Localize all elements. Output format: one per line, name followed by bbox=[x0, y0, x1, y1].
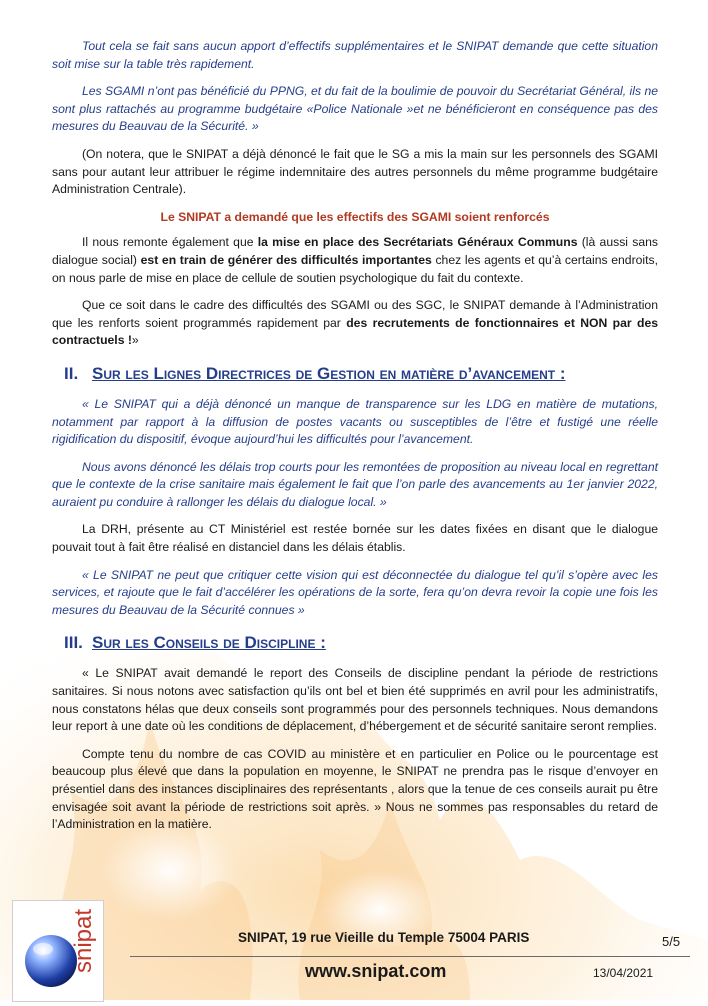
paragraph bbox=[52, 297, 658, 350]
page-number: 5/5 bbox=[662, 934, 681, 949]
text-run: chez les agents et qu’à certains endroits, on nous parle de mise en place de cellule de soutien psychologique du fait du contexte. bbox=[52, 252, 658, 285]
paragraph: « Le SNIPAT qui a déjà dénoncé un manque de transparence sur les LDG en matière de mutations, notamment par rapport à la diffusion de postes vacants ou susceptibles de l’être et fustigé une réelle rigidification du dispositif, évoque aujourd’hui les difficultés pour l’avancement. bbox=[52, 396, 658, 447]
logo-text: snipat bbox=[70, 908, 97, 973]
paragraph: Les SGAMI n’ont pas bénéficié du PPNG, et du fait de la boulimie de pouvoir du Secrétariat Général, ils ne sont plus rattachés au programme budgétaire «Police Nationale »et ne bénéficieront en conséquence pas des mesures du Beauvau de la Sécurité. » bbox=[52, 84, 658, 134]
snipat-logo bbox=[12, 900, 104, 1002]
section-number: III. bbox=[64, 633, 83, 653]
footer-divider bbox=[130, 956, 690, 957]
paragraph: (On notera, que le SNIPAT a déjà dénoncé le fait que le SG a mis la main sur les personnels des SGAMI sans pour autant leur attribuer le régime indemnitaire des autres personnels du même programme budgétaire Administration Centrale). bbox=[52, 146, 658, 197]
footer-address: SNIPAT, 19 rue Vieille du Temple 75004 PARIS bbox=[238, 930, 530, 945]
paragraph: Tout cela se fait sans aucun apport d’effectifs supplémentaires et le SNIPAT demande que cette situation soit mise sur la table très rapidement. bbox=[52, 39, 658, 71]
text-run: Que ce soit dans le cadre des difficultés des SGAMI ou des SGC, le SNIPAT demande à l’Administration que les renforts soient programmés rapidement par bbox=[52, 298, 658, 330]
section-heading-ldg bbox=[64, 364, 658, 384]
paragraph bbox=[52, 234, 658, 287]
page-footer bbox=[0, 900, 708, 1000]
section-heading-discipline bbox=[64, 633, 658, 653]
globe-icon bbox=[13, 901, 103, 1001]
section-number: II. bbox=[64, 363, 79, 383]
bold-run: est en train de générer des difficultés importantes bbox=[140, 252, 432, 267]
document-body bbox=[52, 38, 658, 844]
paragraph: « Le SNIPAT avait demandé le report des Conseils de discipline pendant la période de restrictions sanitaires. Si nous notons avec satisfaction qu’ils ont bel et bien été supprimés en avril pour les administratifs, nous constatons hélas que deux conseils sont programmés pour des personnels techniques. Nous demandons leur report à une date où les conditions de déplacement, d’hébergement et de sécurité sanitaire seront remplies. bbox=[52, 666, 658, 734]
paragraph: Compte tenu du nombre de cas COVID au ministère et en particulier en Police ou le pourcentage est beaucoup plus élevé que dans la population en moyenne, le SNIPAT ne prendra pas le risque d’envoyer en présentiel dans des instances disciplinaires des représentants , alors que la tenue de ces conseils aurait pu être envisagée soit avant la période de restrictions soit après. » Nous ne sommes pas responsables du retard de l’Administration en la matière. bbox=[52, 746, 658, 832]
footer-date: 13/04/2021 bbox=[593, 966, 654, 980]
text-run: (là aussi sans dialogue social) bbox=[52, 235, 658, 267]
paragraph: Nous avons dénoncé les délais trop courts pour les remontées de proposition au niveau local en regrettant que le contexte de la crise sanitaire mais également le fait que l’on parle des avancements au 1er janvier 2022, auraient pu conduire à rallonger les délais du dialogue local. » bbox=[52, 459, 658, 509]
paragraph: « Le SNIPAT ne peut que critiquer cette vision qui est déconnectée du dialogue tel qu’il s’opère avec les services, et rajoute que le fait d’accélérer les opérations de la sorte, fera qu’on devra revoir la copie une fois les mesures du Beauvau de la Sécurité connues » bbox=[52, 567, 658, 617]
text-run: Il nous remonte également que bbox=[82, 235, 258, 250]
bold-run: la mise en place des Secrétariats Généraux Communs bbox=[257, 235, 578, 250]
bold-run: des recrutements de fonctionnaires et NON par des contractuels ! bbox=[52, 315, 659, 348]
section-title: Sur les Lignes Directrices de Gestion en matière d’avancement : bbox=[92, 363, 566, 383]
website-link[interactable]: www.snipat.com bbox=[305, 961, 447, 981]
paragraph: La DRH, présente au CT Ministériel est restée bornée sur les dates fixées en disant que le dialogue pouvait tout à fait être réalisé en distanciel dans les délais établis. bbox=[52, 522, 658, 555]
red-heading: Le SNIPAT a demandé que les effectifs des SGAMI soient renforcés bbox=[160, 209, 550, 224]
section-title: Sur les Conseils de Discipline : bbox=[92, 633, 326, 653]
text-run: » bbox=[131, 333, 139, 348]
